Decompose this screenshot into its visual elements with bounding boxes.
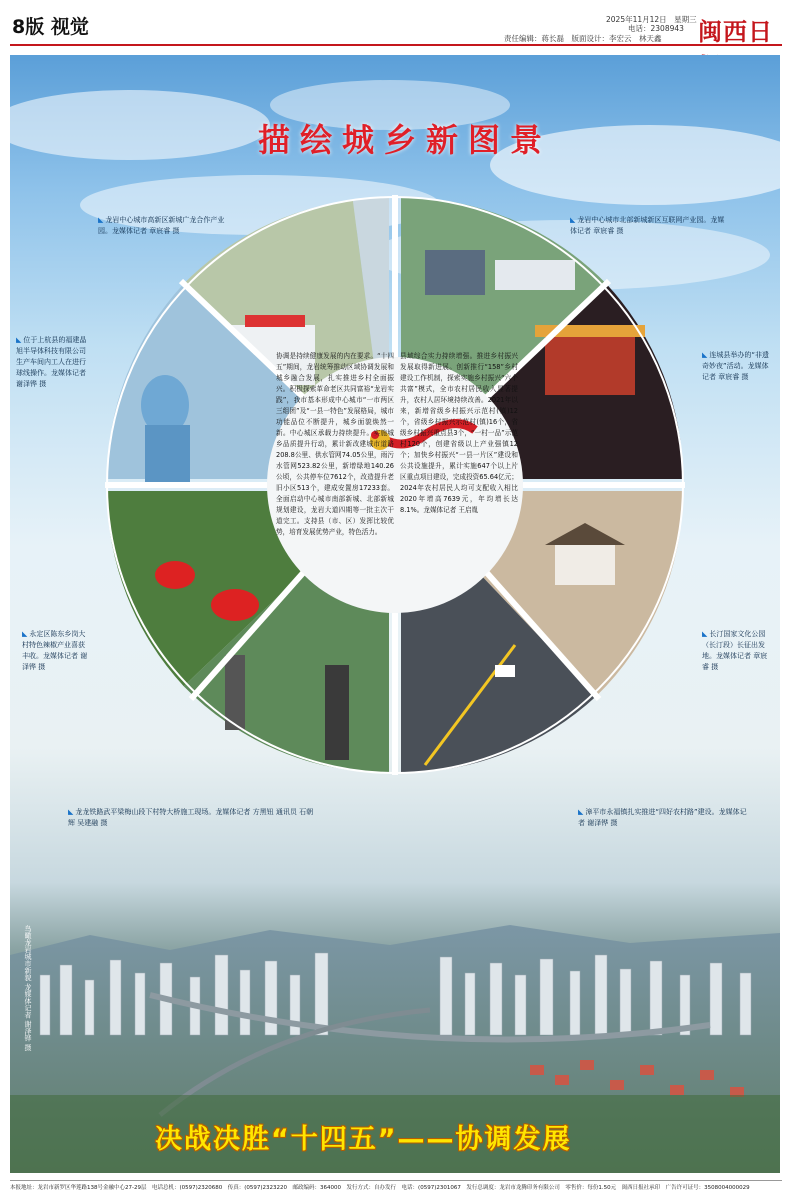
caption-left: ◣ 位于上杭县的福建晶旭半导体科技有限公司生产车间内工人在进行球线操作。龙媒体记者 谢泽铧 摄 xyxy=(16,336,87,388)
caption-right-lower: ◣ 长汀国家文化公园（长汀段）长征出发地。龙媒体记者 章宸睿 摄 xyxy=(702,630,768,671)
photo-wheel xyxy=(105,195,685,775)
caption-bottom-right: ◣ 漳平市永福镇扎实推进“四好农村路”建设。龙媒体记者 谢泽铧 摄 xyxy=(578,808,747,827)
issue-date: 2025年11月12日 星期三 xyxy=(606,15,697,24)
slogan: 决战决胜“十四五”——协调发展 xyxy=(155,1124,572,1155)
footer-imprint: 本报地址：龙岩市新罗区华莲路138号金融中心27-29层 电话总机：(0597)2320680 传真：(0597)2323220 邮政编码：364000 发行方式：自办发行 电话：(0597)2301067 发行总调度：龙岩市龙腾印务有限公司 零售价：每份1.50元 闽西日报社承印 广告许可证号：3508004000029 xyxy=(10,1180,782,1195)
center-article-right: 县域综合实力持续增强。推进乡村振兴发展取得新进展。创新推行“158”乡村建设工作机制，探索实施乡村振兴“六个共富”模式，全市农村居民收入显著提升，农村人居环境持续改善。2021年以来，新增省级乡村振兴示范村(镇)12个，省级乡村振兴示范村(镇)16个，省级乡村振兴重点县3个，“一村一品”示范村120个，创建省级以上产业强镇12个；加快乡村振兴“一县一片区”建设和公共设施提升，累计实施647个以上片区重点项目建设，完成投资65.64亿元；2024年农村居民人均可支配收入相比2020年增高7639元，年均增长达8.1%。龙媒体记者 王启胤 xyxy=(400,352,518,514)
caption-top-left: ◣ 龙岩中心城市高新区新城广龙合作产业园。龙媒体记者 章宸睿 摄 xyxy=(98,216,225,235)
caption-right-upper: ◣ 连城县举办的“非遗奇妙夜”活动。龙媒体记者 章宸睿 摄 xyxy=(702,351,770,381)
caption-bottom-left: ◣ 龙龙铁路武平梁梅山段下村特大桥施工现场。龙媒体记者 方黑钮 通讯员 石朝辉 吴建融 摄 xyxy=(68,808,314,827)
poster xyxy=(10,55,780,1173)
page-section: 8版 视觉 xyxy=(12,16,89,38)
poster-title: 描绘城乡新图景 xyxy=(257,121,552,159)
caption-left-lower: ◣ 永定区陈东乡岗大村特色辣椒产业喜获丰收。龙媒体记者 谢泽铧 摄 xyxy=(22,630,88,671)
phone: 电话：2308943 xyxy=(628,24,684,33)
center-article-left: 协调是持续健康发展的内在要求。“十四五”期间，龙岩统筹推动区域协调发展和城乡融合发展，扎实推进乡村全面振兴。积极探索革命老区共同富裕“龙岩实践”，我市基本形成中心城市“一市两区三组团”及“一县一特色”发展格局，城市功能品位不断提升，城乡面貌焕然一新。中心城区承载力持续提升。实施城乡品质提升行动，累计新改建城市道路208.8公里、供水管网74.05公里，雨污水管网523.82公里，新增绿地140.26公顷，公共停车位7612个，改造提升老旧小区513个，建成安置房17233套。全面启动中心城市南部新城、北部新城规划建设，龙岩大道四期等一批主次干道完工。支持县（市、区）发挥比较优势，培育发展优势产业，特色活力。 xyxy=(276,352,394,536)
caption-city-vertical: 鸟瞰龙岩城市新貌 龙媒体记者 谢泽铧 摄 xyxy=(24,925,32,1051)
caption-top-right: ◣ 龙岩中心城市北部新城新区互联网产业园。龙媒体记者 章宸睿 摄 xyxy=(570,216,725,235)
newspaper-logo: 闽西日 xyxy=(698,17,773,46)
masthead xyxy=(10,8,782,46)
editors: 责任编辑：蒋长磊 版面设计：李宏云 林天鑫 xyxy=(504,34,662,43)
